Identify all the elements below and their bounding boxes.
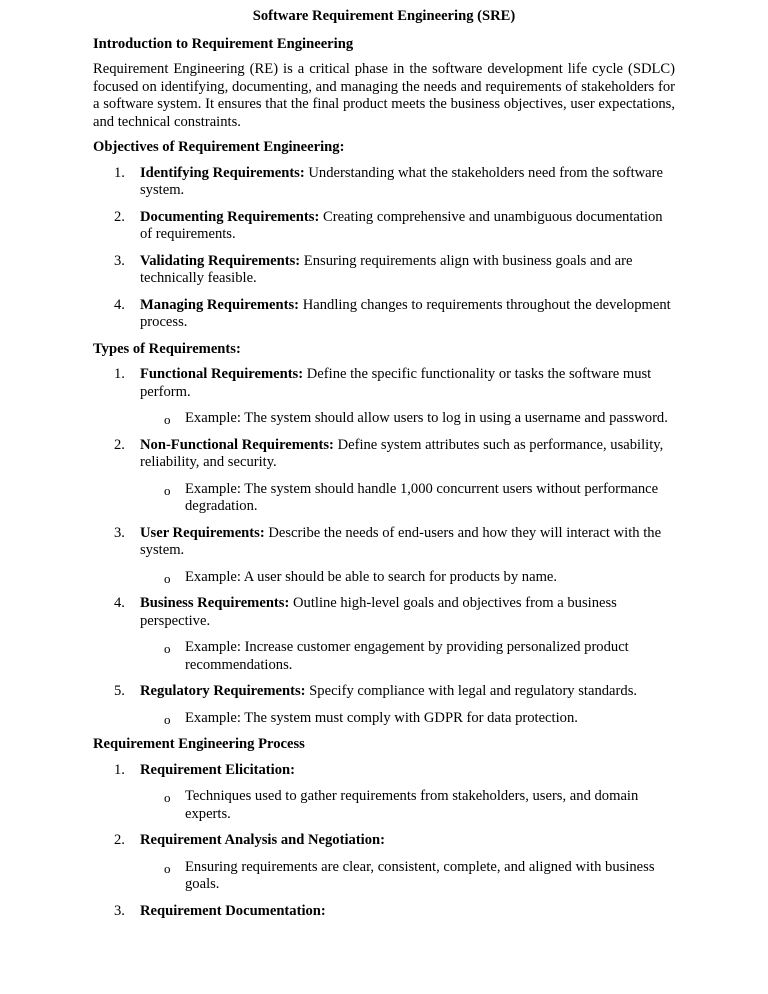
list-item [93,253,675,288]
list-item [93,762,675,824]
item-term: Business Requirements: [140,595,290,611]
item-term: Requirement Documentation: [140,902,326,919]
list-number: 3. [114,902,125,919]
example-item [140,569,675,587]
list-number: 2. [114,832,125,848]
bullet-marker: o [164,860,171,876]
document-title: Software Requirement Engineering (SRE) [252,8,516,24]
item-text: Specify compliance with legal and regulatory standards. [309,683,638,699]
example-item [140,481,675,516]
example-text: Example: The system should handle 1,000 concurrent users without performance degradation. [185,480,659,514]
objectives-list [93,165,675,332]
item-text: Understanding what the stakeholders need from the software system. [140,164,663,198]
list-number: 1. [114,164,125,181]
list-item [93,903,675,921]
example-text: Example: The system should allow users to log in using a username and password. [185,410,668,426]
bullet-marker: o [164,412,171,427]
types-list [93,366,675,727]
item-text: Define system attributes such as performance, usability, reliability, and security. [140,436,664,470]
list-number: 1. [114,761,125,778]
list-number: 2. [114,208,125,225]
list-item [93,683,675,727]
list-number: 4. [114,595,125,611]
item-term: Regulatory Requirements: [140,683,306,699]
list-item [93,209,675,244]
item-text: Describe the needs of end-users and how they will interact with the system. [140,524,662,558]
list-number: 4. [114,296,125,313]
bullet-marker: o [164,482,171,498]
bullet-marker: o [164,790,171,805]
item-term: Documenting Requirements: [140,208,320,225]
item-text: Creating comprehensive and unambiguous documentation of requirements. [140,208,663,242]
item-text: Handling changes to requirements throughout the development process. [140,296,671,330]
detail-item [140,788,675,823]
process-heading: Requirement Engineering Process [93,736,305,752]
detail-text: Ensuring requirements are clear, consistent, complete, and aligned with business goals. [185,858,655,892]
example-item [140,410,675,428]
item-text: Outline high-level goals and objectives from a business perspective. [140,595,617,629]
detail-text: Techniques used to gather requirements from stakeholders, users, and domain experts. [185,788,639,822]
list-number: 5. [114,683,125,699]
intro-paragraph: Requirement Engineering (RE) is a critical phase in the software development life cycle (SDLC) focused on identifying, documenting, and managing the needs and requirements of stakeholders for a software system. It ensures that the final product meets the business objectives, user expectations, and technical constraints. [93,61,675,130]
item-term: Validating Requirements: [140,252,301,269]
detail-item [140,859,675,894]
list-number: 2. [114,436,125,453]
list-item [93,525,675,587]
intro-heading: Introduction to Requirement Engineering [93,35,354,52]
list-item [93,595,675,674]
list-item [93,366,675,428]
item-text: Define the specific functionality or tasks the software must perform. [140,366,652,400]
objectives-heading: Objectives of Requirement Engineering: [93,139,345,155]
example-text: Example: The system must comply with GDPR for data protection. [185,709,578,726]
bullet-marker: o [164,570,171,586]
process-list [93,762,675,921]
example-item [140,639,675,674]
example-text: Example: Increase customer engagement by providing personalized product recommendations. [185,639,629,673]
item-term: Identifying Requirements: [140,164,305,181]
list-item [93,165,675,200]
item-term: Functional Requirements: [140,366,304,382]
item-term: Requirement Elicitation: [140,761,295,778]
list-number: 3. [114,252,125,269]
bullet-marker: o [164,641,171,656]
list-item [93,832,675,894]
list-number: 1. [114,366,125,382]
list-item [93,437,675,516]
item-term: Non-Functional Requirements: [140,436,334,453]
example-text: Example: A user should be able to search for products by name. [185,568,558,585]
types-heading: Types of Requirements: [93,340,241,357]
item-term: User Requirements: [140,524,265,541]
item-text: Ensuring requirements align with business goals and are technically feasible. [140,252,633,286]
document-page [93,8,675,929]
item-term: Requirement Analysis and Negotiation: [140,832,386,848]
example-item [140,710,675,728]
list-item [93,297,675,332]
bullet-marker: o [164,711,171,727]
item-term: Managing Requirements: [140,296,300,313]
list-number: 3. [114,524,125,541]
